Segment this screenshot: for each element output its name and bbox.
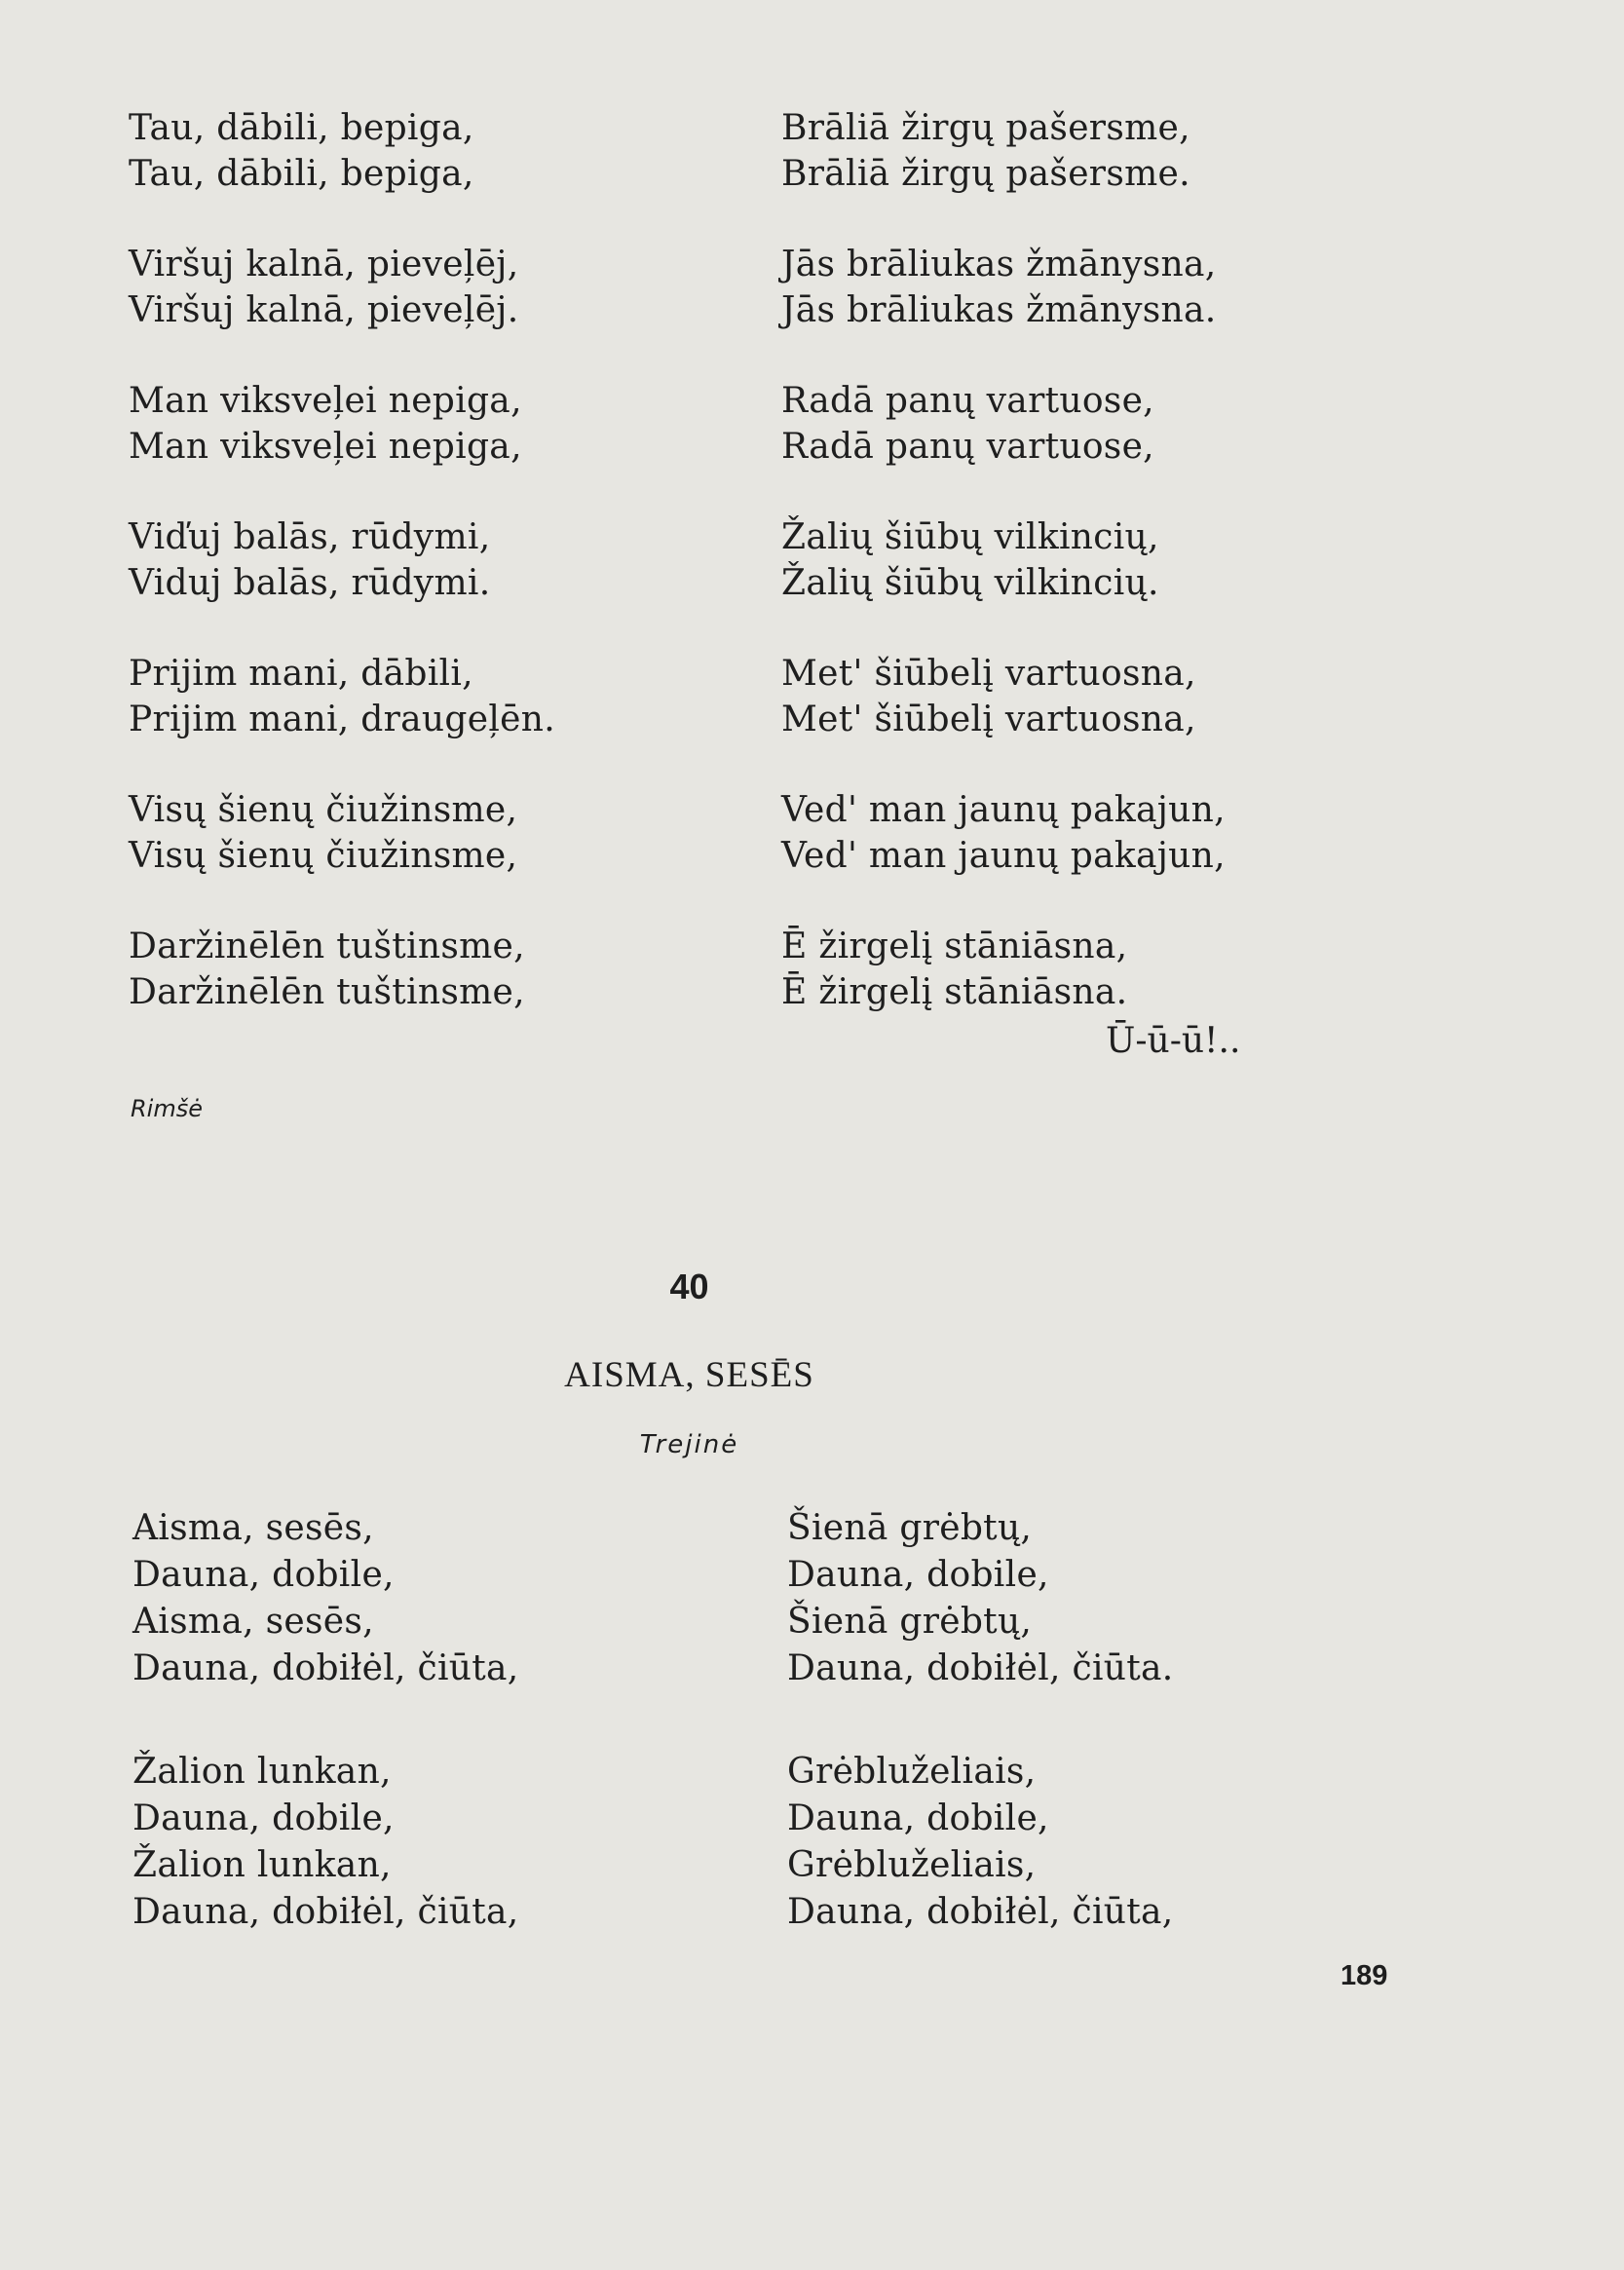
verse-line: Met' šiūbelį vartuosna, <box>781 654 1196 694</box>
verse-line: Jās brāliukas žmānysna, <box>781 245 1217 284</box>
verse-line: Radā panų vartuose, <box>781 427 1154 467</box>
verse-line: Dauna, dobile, <box>132 1798 395 1838</box>
source-attribution: Rimšė <box>131 1095 203 1122</box>
stanza <box>129 105 555 242</box>
verse-line: Ved' man jaunų pakajun, <box>781 790 1226 830</box>
stanza <box>129 787 555 924</box>
verse-line: Aisma, sesēs, <box>132 1602 374 1642</box>
verse-line: Prijim mani, draugeļēn. <box>129 700 555 739</box>
verse-line: Prijim mani, dābili, <box>129 654 473 694</box>
song-39-left-column <box>129 105 555 1060</box>
verse-line: Šienā grėbtų, <box>787 1602 1033 1642</box>
verse-line: Dauna, dobiłėl, čiūta, <box>132 1892 519 1932</box>
verse-line: Jās brāliukas žmānysna. <box>781 290 1217 330</box>
stanza <box>781 242 1226 378</box>
verse-line: Viďuj balās, rūdymi, <box>129 517 491 557</box>
stanza <box>781 105 1226 242</box>
verse-line: Grėbluželiais, <box>787 1752 1037 1792</box>
song-title: AISMA, SESĒS <box>564 1355 814 1395</box>
verse-line: Dauna, dobile, <box>787 1555 1049 1595</box>
verse-line: Daržinēlēn tuštinsme, <box>129 927 525 966</box>
verse-line: Aisma, sesēs, <box>132 1508 374 1548</box>
verse-line: Radā panų vartuose, <box>781 381 1154 421</box>
verse-line: Žalion lunkan, <box>132 1845 392 1885</box>
verse-line: Dauna, dobile, <box>787 1798 1049 1838</box>
verse-line: Visų šienų čiužinsme, <box>129 836 518 876</box>
verse-line: Žalių šiūbų vilkincių, <box>781 517 1159 557</box>
verse-line: Ē žirgelį stāniāsna. <box>781 972 1128 1012</box>
verse-line: Met' šiūbelį vartuosna, <box>781 700 1196 739</box>
stanza <box>129 514 555 651</box>
stanza <box>787 1505 1174 1749</box>
stanza <box>132 1749 519 1992</box>
verse-line: Brāliā žirgų pašersme, <box>781 108 1190 148</box>
verse-line: Tau, dābili, bepiga, <box>129 108 474 148</box>
verse-line: Ē žirgelį stāniāsna, <box>781 927 1128 966</box>
verse-line: Dauna, dobile, <box>132 1555 395 1595</box>
verse-line: Grėbluželiais, <box>787 1845 1037 1885</box>
stanza <box>781 787 1226 924</box>
verse-line: Visų šienų čiužinsme, <box>129 790 518 830</box>
verse-line: Viduj balās, rūdymi. <box>129 563 491 603</box>
verse-line: Dauna, dobiłėl, čiūta. <box>787 1648 1174 1688</box>
stanza <box>781 514 1226 651</box>
song-number: 40 <box>669 1267 709 1306</box>
closing-exclamation: Ū-ū-ū!.. <box>1106 1021 1241 1061</box>
stanza <box>781 378 1226 514</box>
song-40-left-column <box>132 1505 519 1992</box>
page-number: 189 <box>1341 1960 1388 1991</box>
stanza <box>129 924 555 1060</box>
verse-line: Daržinēlēn tuštinsme, <box>129 972 525 1012</box>
song-subtitle: Trejinė <box>639 1430 739 1459</box>
verse-line: Viršuj kalnā, pieveļēj. <box>129 290 519 330</box>
verse-line: Man viksveļei nepiga, <box>129 427 522 467</box>
stanza <box>132 1505 519 1749</box>
verse-line: Žalių šiūbų vilkincių. <box>781 563 1159 603</box>
stanza <box>129 242 555 378</box>
song-39-right-column <box>781 105 1226 1060</box>
stanza <box>781 651 1226 787</box>
stanza <box>787 1749 1174 1992</box>
verse-line: Dauna, dobiłėl, čiūta, <box>132 1648 519 1688</box>
song-40-right-column <box>787 1505 1174 1992</box>
verse-line: Viršuj kalnā, pieveļēj, <box>129 245 519 284</box>
verse-line: Žalion lunkan, <box>132 1752 392 1792</box>
stanza <box>129 378 555 514</box>
verse-line: Man viksveļei nepiga, <box>129 381 522 421</box>
verse-line: Šienā grėbtų, <box>787 1508 1033 1548</box>
verse-line: Dauna, dobiłėl, čiūta, <box>787 1892 1174 1932</box>
stanza <box>129 651 555 787</box>
verse-line: Brāliā žirgų pašersme. <box>781 154 1190 194</box>
verse-line: Tau, dābili, bepiga, <box>129 154 474 194</box>
verse-line: Ved' man jaunų pakajun, <box>781 836 1226 876</box>
